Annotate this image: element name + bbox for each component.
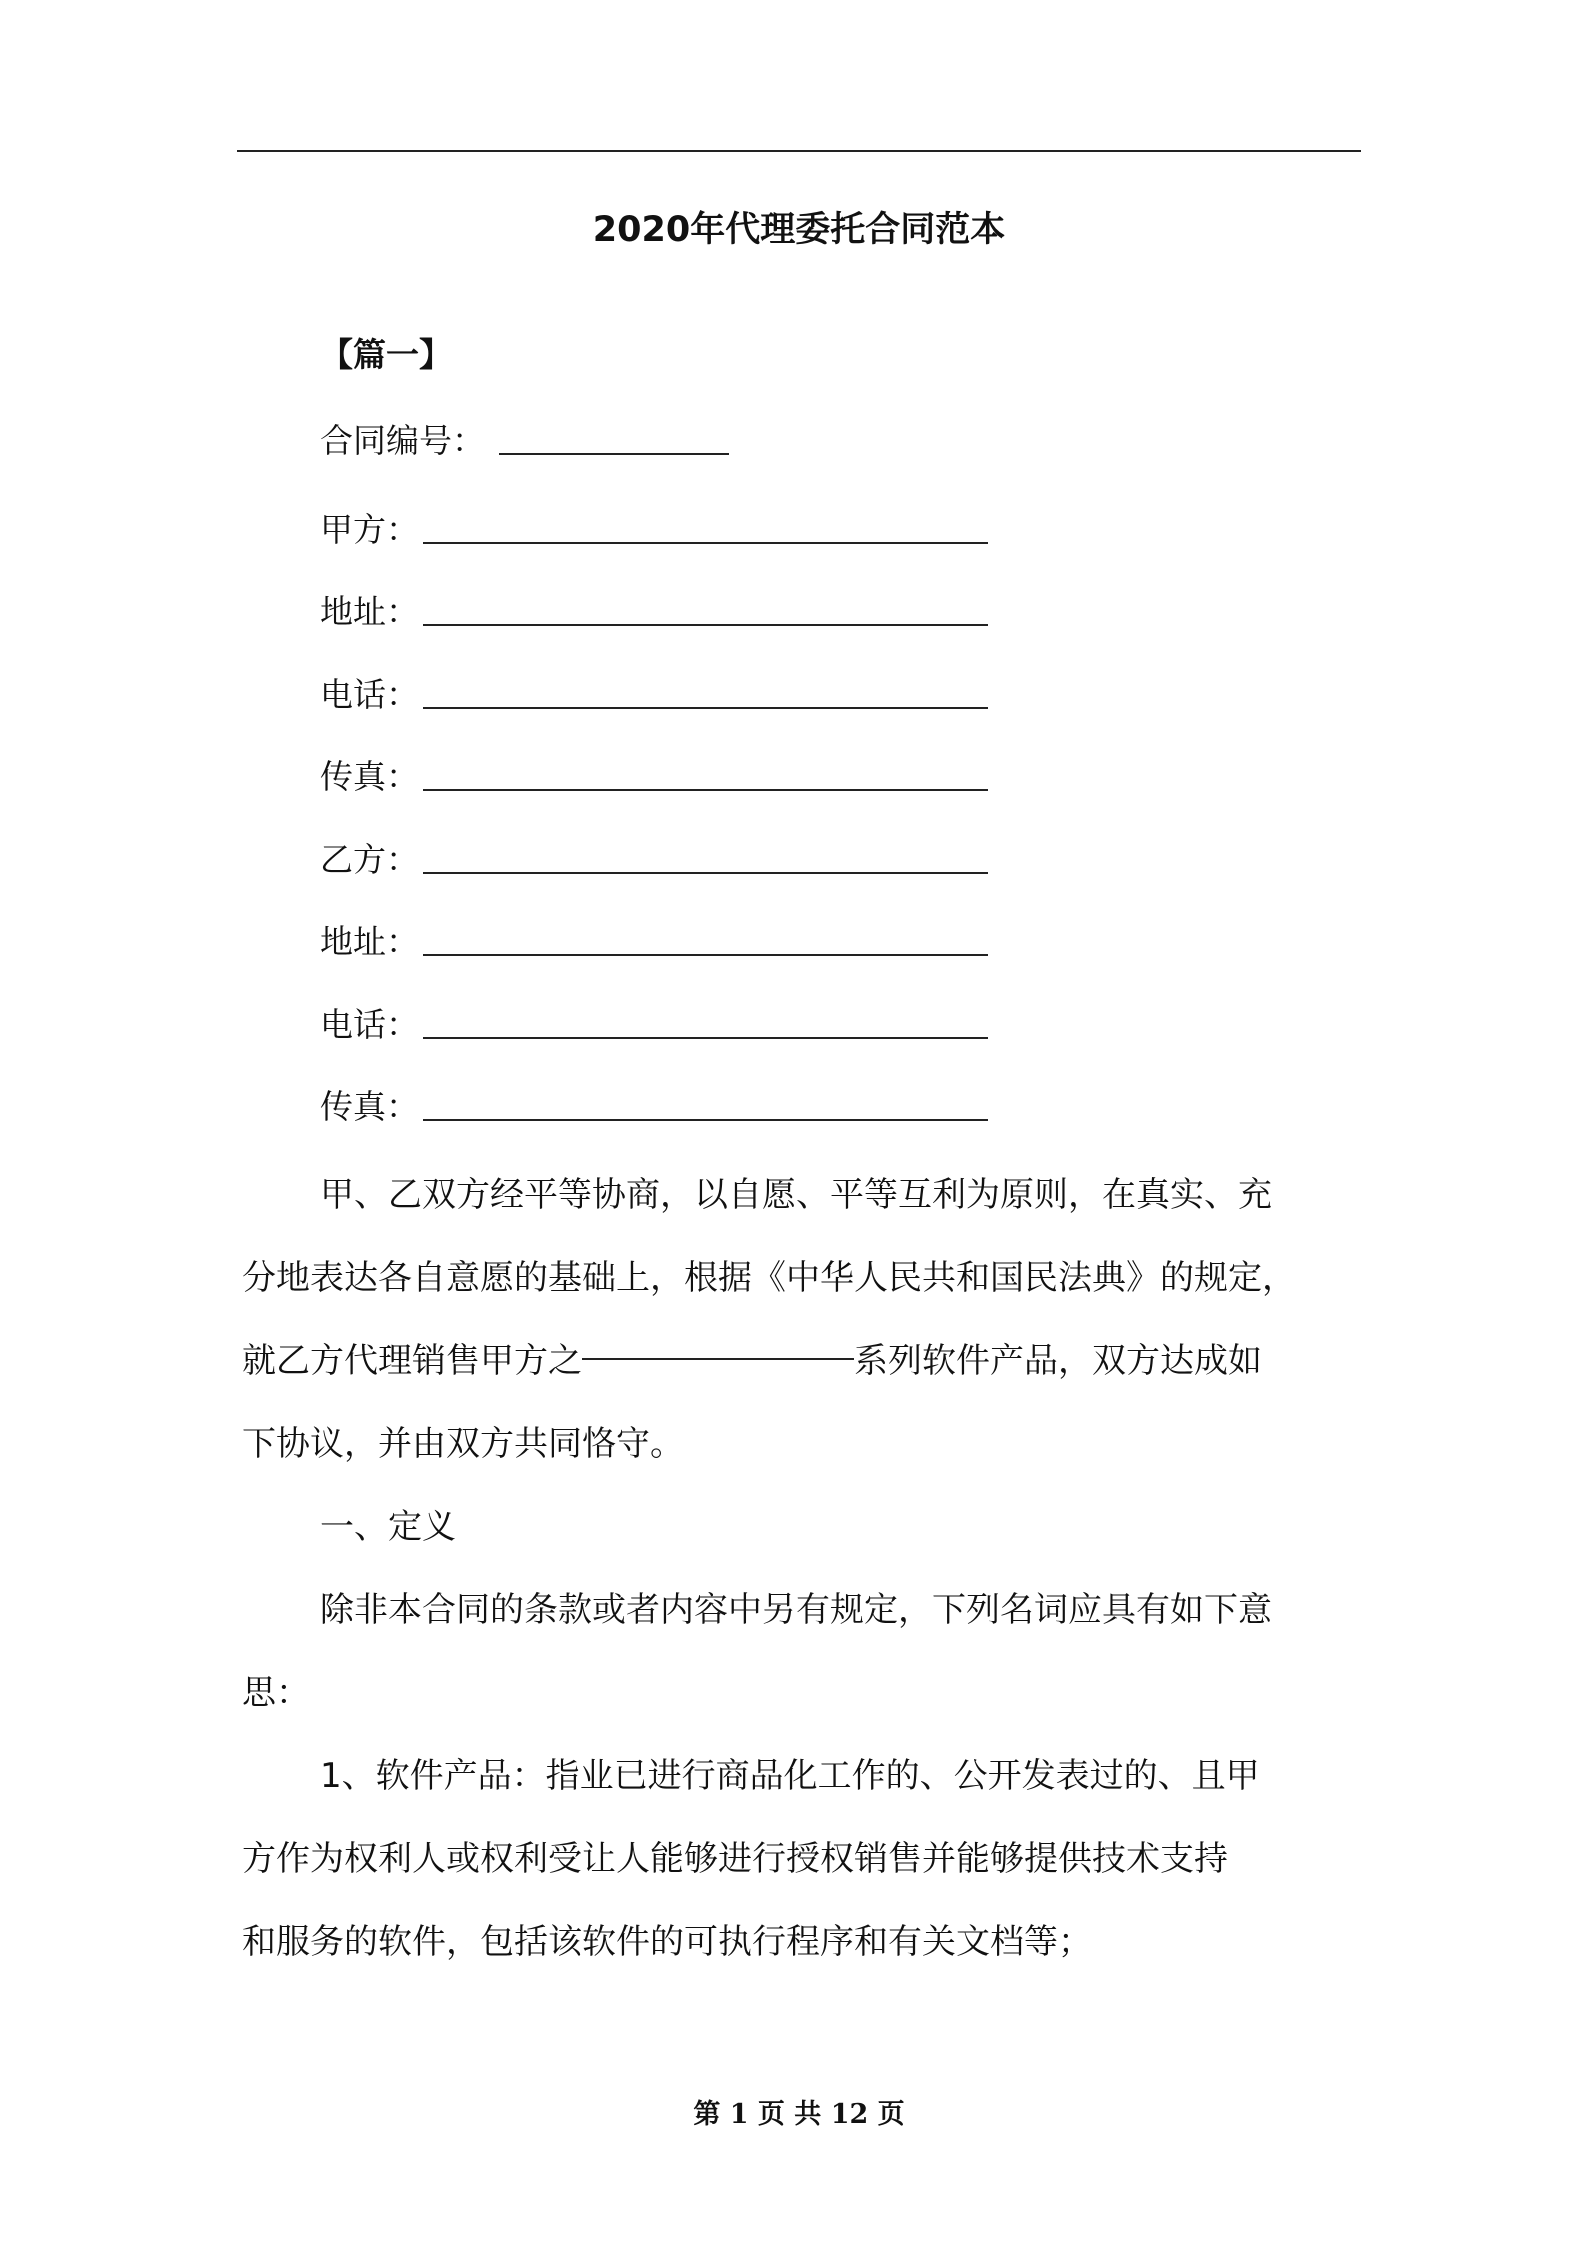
intro-line-3-before: 就乙方代理销售甲方之 bbox=[242, 1341, 582, 1381]
intro-line-4: 下协议，并由双方共同恪守。 bbox=[242, 1424, 684, 1464]
section-mark: 【篇一】 bbox=[320, 335, 452, 374]
definition-intro-line-1: 除非本合同的条款或者内容中另有规定，下列名词应具有如下意 bbox=[320, 1590, 1272, 1630]
party-a-fax-row bbox=[320, 751, 988, 803]
intro-line-3-after: 系列软件产品，双方达成如 bbox=[854, 1341, 1262, 1381]
party-b-phone-blank bbox=[423, 999, 988, 1039]
party-b-address-row bbox=[320, 916, 988, 968]
party-a-phone-row bbox=[320, 669, 988, 721]
party-a-fax-blank bbox=[423, 751, 988, 791]
item-1-line-2: 方作为权利人或权利受让人能够进行授权销售并能够提供技术支持 bbox=[242, 1839, 1228, 1879]
party-a-fax-label: 传真： bbox=[320, 757, 419, 796]
item-1-line-1: 1、软件产品：指业已进行商品化工作的、公开发表过的、且甲 bbox=[320, 1756, 1260, 1796]
party-a-phone-label: 电话： bbox=[320, 675, 419, 714]
intro-line-1: 甲、乙双方经平等协商，以自愿、平等互利为原则，在真实、充 bbox=[320, 1175, 1272, 1215]
contract-number-blank bbox=[499, 415, 729, 455]
party-b-phone-row bbox=[320, 999, 988, 1051]
party-a-blank bbox=[423, 504, 988, 544]
contract-number-row bbox=[320, 415, 729, 467]
party-b-fax-blank bbox=[423, 1081, 988, 1121]
party-b-row bbox=[320, 834, 988, 886]
product-series-blank bbox=[582, 1320, 854, 1360]
definition-intro-line-2: 思： bbox=[242, 1673, 310, 1713]
party-b-blank bbox=[423, 834, 988, 874]
party-b-address-label: 地址： bbox=[320, 922, 419, 961]
party-a-phone-blank bbox=[423, 669, 988, 709]
party-a-address-blank bbox=[423, 586, 988, 626]
intro-line-2: 分地表达各自意愿的基础上，根据《中华人民共和国民法典》的规定， bbox=[242, 1258, 1296, 1298]
document-title: 2020年代理委托合同范本 bbox=[592, 210, 1006, 250]
party-b-fax-row bbox=[320, 1081, 988, 1133]
party-a-row bbox=[320, 504, 988, 556]
party-b-fax-label: 传真： bbox=[320, 1087, 419, 1126]
intro-line-3 bbox=[242, 1320, 1357, 1403]
party-a-label: 甲方： bbox=[320, 510, 419, 549]
definition-intro-paragraph bbox=[242, 1569, 1357, 1735]
party-b-phone-label: 电话： bbox=[320, 1005, 419, 1044]
intro-paragraph bbox=[242, 1154, 1357, 1486]
header-rule bbox=[237, 150, 1361, 152]
item-1-line-3: 和服务的软件，包括该软件的可执行程序和有关文档等； bbox=[242, 1922, 1092, 1962]
contract-number-label: 合同编号： bbox=[320, 421, 485, 460]
item-1-paragraph bbox=[242, 1735, 1357, 1984]
party-b-label: 乙方： bbox=[320, 840, 419, 879]
heading-definitions: 一、定义 bbox=[320, 1507, 456, 1547]
party-a-address-label: 地址： bbox=[320, 592, 419, 631]
page-footer: 第 1 页 共 12 页 bbox=[693, 2099, 905, 2130]
party-b-address-blank bbox=[423, 916, 988, 956]
party-a-address-row bbox=[320, 586, 988, 638]
